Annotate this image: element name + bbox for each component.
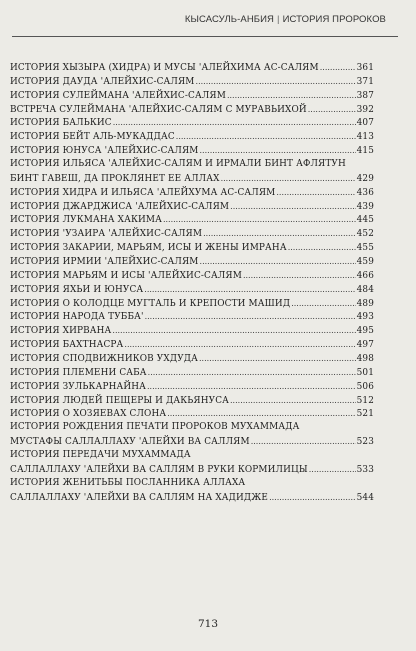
toc-entry bbox=[10, 241, 374, 255]
toc-entry bbox=[10, 213, 374, 227]
toc-entry bbox=[10, 61, 374, 75]
toc-entry-title: ИСТОРИЯ ЗАКАРИИ, МАРЬЯМ, ИСЫ И ЖЕНЫ ИМРАНА bbox=[10, 243, 287, 254]
toc-entry-page-number: 544 bbox=[356, 492, 374, 503]
page-number: 713 bbox=[197, 618, 219, 630]
toc-entry-page-number: 407 bbox=[356, 118, 374, 129]
header-book-title: КЫСАСУЛЬ-АНБИЯ bbox=[184, 14, 274, 25]
dot-leader bbox=[200, 144, 356, 158]
toc-entry-title: ИСТОРИЯ 'УЗАИРА 'АЛЕЙХИС-САЛЯМ bbox=[10, 229, 203, 240]
toc-entry bbox=[10, 200, 374, 214]
toc-entry-title: ИСТОРИЯ ХИДРА И ИЛЬЯСА 'АЛЕЙХУМА АС-САЛЯМ bbox=[10, 187, 276, 198]
dot-leader bbox=[147, 380, 356, 394]
toc-entry-title: ИСТОРИЯ СПОДВИЖНИКОВ УХДУДА bbox=[10, 354, 198, 365]
toc-entry-page-number: 392 bbox=[356, 104, 374, 115]
toc-entry-title: БИНТ ГАВЕШ, ДА ПРОКЛЯНЕТ ЕЕ АЛЛАХ bbox=[10, 173, 220, 184]
toc-entry-title: ИСТОРИЯ ЗУЛЬКАРНАЙНА bbox=[10, 381, 146, 392]
toc-entry bbox=[10, 297, 374, 311]
toc-entry-page-number: 413 bbox=[356, 132, 374, 143]
toc-entry-page-number: 436 bbox=[356, 187, 374, 198]
toc-entry-title: ИСТОРИЯ ДАУДА 'АЛЕЙХИС-САЛЯМ bbox=[10, 76, 195, 87]
dot-leader bbox=[124, 338, 355, 352]
toc-entry-title: ИСТОРИЯ МАРЬЯМ И ИСЫ 'АЛЕЙХИС-САЛЯМ bbox=[10, 270, 242, 281]
toc-entry-page-number: 439 bbox=[356, 201, 374, 212]
toc-entry bbox=[10, 352, 374, 366]
toc-entry-title: ИСТОРИЯ СУЛЕЙМАНА 'АЛЕЙХИС-САЛЯМ bbox=[10, 90, 226, 101]
dot-leader bbox=[320, 61, 356, 75]
toc-entry-title: ИСТОРИЯ БЕЙТ АЛЬ-МУКАДДАС bbox=[10, 132, 175, 143]
dot-leader bbox=[269, 491, 356, 505]
toc-entry-title: ИСТОРИЯ ИРМИИ 'АЛЕЙХИС-САЛЯМ bbox=[10, 257, 199, 268]
toc-entry bbox=[10, 310, 374, 324]
toc-entry bbox=[10, 269, 374, 283]
dot-leader bbox=[144, 283, 355, 297]
toc-entry bbox=[10, 380, 374, 394]
dot-leader bbox=[291, 297, 355, 311]
toc-entry-page-number: 371 bbox=[356, 76, 374, 87]
dot-leader bbox=[167, 407, 355, 421]
toc-entry-title: САЛЛАЛЛАХУ 'АЛЕЙХИ ВА САЛЛЯМ НА ХАДИДЖЕ bbox=[10, 492, 269, 503]
toc-entry-page-number: 495 bbox=[356, 326, 374, 337]
toc-entry bbox=[10, 449, 374, 477]
toc-entry-title: ИСТОРИЯ ЯХЬИ И ЮНУСА bbox=[10, 284, 144, 295]
toc-entry-title: ИСТОРИЯ БАХТНАСРА bbox=[10, 340, 124, 351]
toc-entry-page-number: 484 bbox=[356, 284, 374, 295]
toc-entry bbox=[10, 394, 374, 408]
toc-entry-page-number: 497 bbox=[356, 340, 374, 351]
toc-entry bbox=[10, 227, 374, 241]
toc-entry bbox=[10, 186, 374, 200]
table-of-contents bbox=[10, 61, 374, 505]
dot-leader bbox=[308, 103, 356, 117]
header-section-title: ИСТОРИЯ ПРОРОКОВ bbox=[282, 14, 386, 25]
dot-leader bbox=[112, 324, 355, 338]
toc-entry bbox=[10, 366, 374, 380]
toc-entry bbox=[10, 158, 374, 186]
toc-entry bbox=[10, 116, 374, 130]
toc-entry bbox=[10, 130, 374, 144]
toc-entry-page-number: 361 bbox=[356, 63, 374, 73]
toc-entry bbox=[10, 338, 374, 352]
dot-leader bbox=[230, 394, 356, 408]
toc-entry-title: ИСТОРИЯ БАЛЬКИС bbox=[10, 118, 112, 129]
toc-entry-page-number: 452 bbox=[356, 229, 374, 240]
toc-entry-page-number: 512 bbox=[356, 395, 374, 406]
toc-entry-page-number: 523 bbox=[356, 437, 374, 448]
toc-entry-page-number: 429 bbox=[356, 173, 374, 184]
toc-entry-page-number: 498 bbox=[356, 354, 374, 365]
toc-entry-title: ВСТРЕЧА СУЛЕЙМАНА 'АЛЕЙХИС-САЛЯМ С МУРАВЬИХОЙ bbox=[10, 104, 307, 115]
toc-entry-title: ИСТОРИЯ НАРОДА ТУББА' bbox=[10, 312, 144, 323]
toc-entry-page-number: 506 bbox=[356, 381, 374, 392]
dot-leader bbox=[196, 75, 356, 89]
toc-entry bbox=[10, 421, 374, 449]
toc-entry-title-line: ИСТОРИЯ ЖЕНИТЬБЫ ПОСЛАННИКА АЛЛАХА bbox=[10, 477, 246, 488]
header-rule bbox=[12, 36, 398, 37]
toc-entry-title: САЛЛАЛЛАХУ 'АЛЕЙХИ ВА САЛЛЯМ В РУКИ КОРМИЛИЦЫ bbox=[10, 464, 308, 475]
dot-leader bbox=[251, 435, 356, 449]
dot-leader bbox=[113, 116, 356, 130]
dot-leader bbox=[230, 200, 355, 214]
toc-entry bbox=[10, 89, 374, 103]
dot-leader bbox=[221, 172, 356, 186]
toc-entry-title: ИСТОРИЯ ХИРВАНА bbox=[10, 326, 112, 337]
dot-leader bbox=[200, 255, 356, 269]
toc-entry bbox=[10, 255, 374, 269]
toc-entry bbox=[10, 324, 374, 338]
dot-leader bbox=[243, 269, 356, 283]
toc-entry-title: ИСТОРИЯ ЮНУСА 'АЛЕЙХИС-САЛЯМ bbox=[10, 146, 199, 157]
toc-entry-page-number: 387 bbox=[356, 90, 374, 101]
toc-entry-title: ИСТОРИЯ О ХОЗЯЕВАХ СЛОНА bbox=[10, 409, 167, 420]
dot-leader bbox=[148, 366, 356, 380]
dot-leader bbox=[163, 213, 356, 227]
toc-entry bbox=[10, 283, 374, 297]
dot-leader bbox=[145, 310, 356, 324]
toc-entry bbox=[10, 477, 374, 505]
toc-entry-title: МУСТАФЫ САЛЛАЛЛАХУ 'АЛЕЙХИ ВА САЛЛЯМ bbox=[10, 437, 250, 448]
dot-leader bbox=[276, 186, 355, 200]
toc-entry-title: ИСТОРИЯ ДЖАРДЖИСА 'АЛЕЙХИС-САЛЯМ bbox=[10, 201, 230, 212]
toc-entry-title: ИСТОРИЯ ХЫЗЫРА (ХИДРА) И МУСЫ 'АЛЕЙХИМА АС-САЛЯМ bbox=[10, 63, 319, 73]
dot-leader bbox=[199, 352, 356, 366]
toc-entry bbox=[10, 75, 374, 89]
toc-entry-title: ИСТОРИЯ ЛЮДЕЙ ПЕЩЕРЫ И ДАКЬЯНУСА bbox=[10, 395, 230, 406]
running-header bbox=[185, 14, 386, 25]
toc-entry bbox=[10, 103, 374, 117]
toc-entry-title: ИСТОРИЯ ЛУКМАНА ХАКИМА bbox=[10, 215, 162, 226]
dot-leader bbox=[176, 130, 356, 144]
toc-entry-title-line: ИСТОРИЯ ПЕРЕДАЧИ МУХАММАДА bbox=[10, 450, 191, 461]
toc-entry-page-number: 489 bbox=[356, 298, 374, 309]
toc-entry-page-number: 459 bbox=[356, 257, 374, 268]
toc-entry-title-line: ИСТОРИЯ ИЛЬЯСА 'АЛЕЙХИС-САЛЯМ И ИРМАЛИ БИНТ АФЛЯТУН bbox=[10, 159, 346, 170]
toc-entry-title: ИСТОРИЯ О КОЛОДЦЕ МУГТАЛЬ И КРЕПОСТИ МАШИД bbox=[10, 298, 291, 309]
toc-entry bbox=[10, 407, 374, 421]
dot-leader bbox=[227, 89, 356, 103]
toc-entry-page-number: 455 bbox=[356, 243, 374, 254]
toc-entry-page-number: 521 bbox=[356, 409, 374, 420]
toc-entry-page-number: 493 bbox=[356, 312, 374, 323]
toc-entry-page-number: 466 bbox=[356, 270, 374, 281]
toc-entry-page-number: 415 bbox=[356, 146, 374, 157]
dot-leader bbox=[203, 227, 356, 241]
toc-entry-page-number: 533 bbox=[356, 464, 374, 475]
dot-leader bbox=[309, 463, 356, 477]
toc-entry-page-number: 445 bbox=[356, 215, 374, 226]
toc-entry-page-number: 501 bbox=[356, 367, 374, 378]
toc-entry-title-line: ИСТОРИЯ РОЖДЕНИЯ ПЕЧАТИ ПРОРОКОВ МУХАММАДА bbox=[10, 422, 300, 433]
dot-leader bbox=[288, 241, 356, 255]
toc-entry bbox=[10, 144, 374, 158]
toc-entry-title: ИСТОРИЯ ПЛЕМЕНИ САБА bbox=[10, 367, 147, 378]
header-separator: | bbox=[277, 14, 280, 25]
